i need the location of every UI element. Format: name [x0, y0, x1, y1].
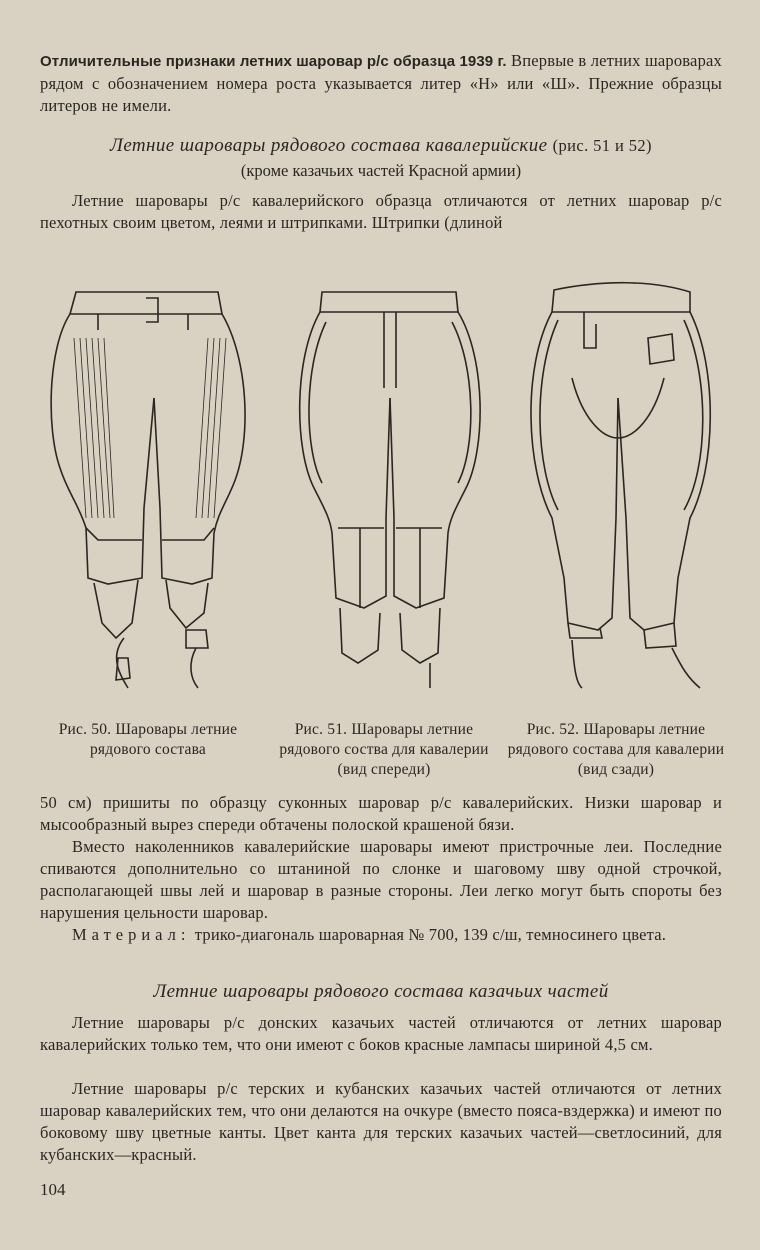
intro-paragraph — [40, 50, 722, 117]
intro-text: Впервые в летних шароварах рядом с обозначением номера роста указывается литер «Н» или «Ш». Прежние образцы литеров не имели. — [40, 51, 722, 115]
intro-bold-lead: Отличительные признаки летних шаровар р/с образца 1939 г. — [40, 53, 507, 70]
section1-paragraph-1: Летние шаровары р/с кавалерийского образца отличаются от летних шаровар р/с пехотных своим цветом, леями и штрипками. Штрипки (длиной — [40, 191, 722, 232]
figure-caption-51: Рис. 51. Шаровары летние рядового соства для кавалерии (вид спереди) — [279, 721, 489, 778]
section2-paragraph-2: Летние шаровары р/с терских и кубанских казачьих частей отличаются от летних шаровар кавалерийских тем, что они делаются на очкуре (вместо пояса-вздержка) и имеют по боковому шву цветные канты. Цвет канта для терских казачьих частей—светлосиний, для кубанских—красный. — [40, 1079, 722, 1164]
section1-figure-ref: (рис. 51 и 52) — [552, 136, 652, 155]
section2-paragraph-1: Летние шаровары р/с донских казачьих частей отличаются от летних шаровар кавалерийских только тем, что они имеют с боков красные лампасы шириной 4,5 см. — [40, 1013, 722, 1054]
section1-heading — [40, 134, 722, 158]
trousers-fig51-drawing — [280, 278, 500, 698]
section1-subtitle: (кроме казачьих частей Красной армии) — [240, 161, 522, 180]
section1-paragraph-2: Вместо наколенников кавалерийские шаровары имеют пристрочные леи. Последние спиваются дополнительно со штаниной по слонке и шаговому шву одной строчкой, располагающей швы лей и шаровар в разные стороны. Леи легко могут быть спороты без нарушения цельности шаровар. — [40, 837, 722, 922]
trousers-fig52-drawing — [512, 278, 724, 698]
page-number: 104 — [40, 1180, 66, 1199]
figure-caption-50: Рис. 50. Шаровары летние рядового состава — [58, 721, 238, 758]
material-paragraph — [40, 924, 722, 946]
material-text: трико-диагональ шароварная № 700, 139 с/ш, темносинего цвета. — [190, 925, 667, 944]
section1-paragraph-1-continued: 50 см) пришиты по образцу суконных шаровар р/с кавалерийских. Низки шаровар и мысообразный вырез спереди обтачены полоской крашеной бязи. — [40, 793, 722, 834]
trousers-fig50-drawing — [38, 278, 266, 698]
section2-title: Летние шаровары рядового состава казачьих частей — [153, 981, 609, 1002]
material-label: Материал: — [72, 925, 191, 944]
figure-caption-52: Рис. 52. Шаровары летние рядового состава для кавалерии (вид сзади) — [507, 721, 725, 778]
section1-title: Летние шаровары рядового состава кавалерийские — [110, 135, 548, 156]
